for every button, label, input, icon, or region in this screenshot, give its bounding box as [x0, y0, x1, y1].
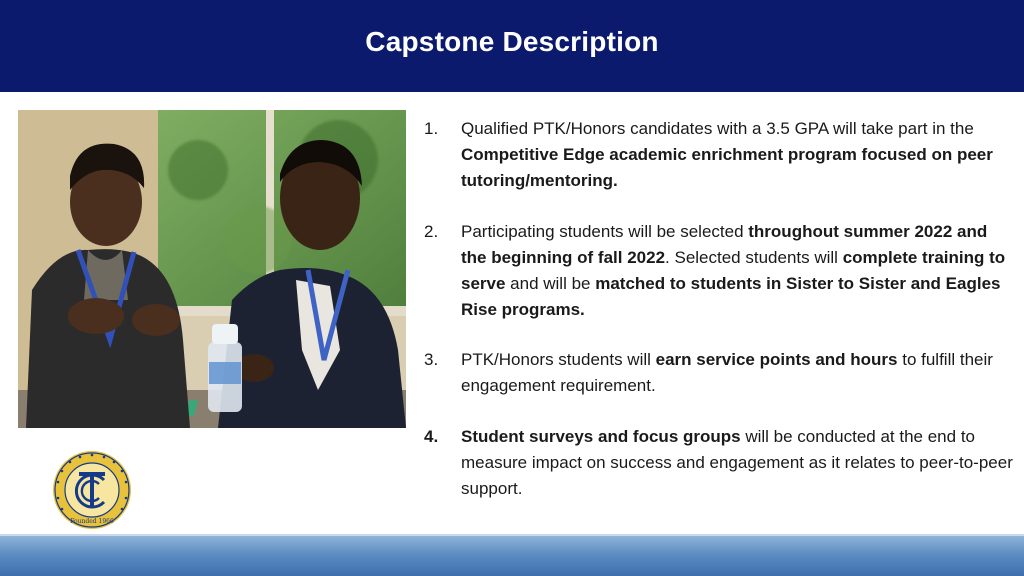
text-phrase: . Selected students will [665, 248, 843, 267]
students-photo [18, 110, 406, 428]
bold-phrase: Student surveys and focus groups [461, 427, 741, 446]
college-seal-logo [52, 450, 132, 530]
slide-title: Capstone Description [365, 26, 659, 57]
text-phrase: PTK/Honors students will [461, 350, 656, 369]
seal-founded-text: Founded 1966 [70, 518, 114, 525]
text-phrase: and will be [505, 274, 596, 293]
bold-phrase: earn service points and hours [655, 350, 898, 369]
list-item-number: 2. [424, 222, 439, 241]
list-item-number: 3. [424, 350, 439, 369]
text-phrase: to fulfill their engagement requirement. [461, 350, 993, 395]
list-item [424, 347, 1016, 399]
list-item-number: 1. [424, 119, 439, 138]
list-item-text [461, 427, 1013, 498]
text-phrase: Participating students will be selected [461, 222, 749, 241]
list-item [424, 219, 1016, 323]
list-item-text [461, 119, 993, 190]
bold-phrase: Competitive Edge academic enrichment program focused on peer tutoring/mentoring. [461, 145, 993, 190]
bold-phrase: complete training to serve [461, 248, 1006, 293]
bold-phrase: matched to students in Sister to Sister and Eagles Rise programs. [461, 274, 1001, 319]
list-item-text [461, 350, 993, 395]
bold-phrase: throughout summer 2022 and the beginning of fall 2022 [461, 222, 988, 267]
list-item [424, 424, 1016, 502]
text-phrase: Qualified PTK/Honors candidates with a 3.5 GPA will take part in the [461, 119, 974, 138]
footer-band [0, 536, 1024, 576]
list-item [424, 116, 1016, 194]
list-item-number: 4. [424, 427, 439, 446]
text-phrase: will be conducted at the end to measure impact on success and engagement as it relates to peer-to-peer support. [461, 427, 1013, 498]
list-item-text [461, 222, 1005, 319]
capstone-list [424, 116, 1016, 527]
